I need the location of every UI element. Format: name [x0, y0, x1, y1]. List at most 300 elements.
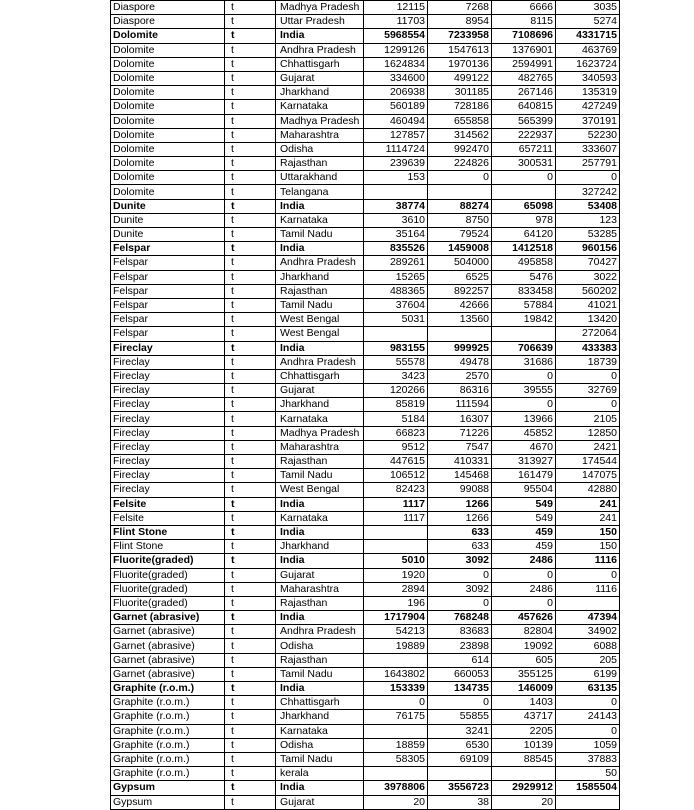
state-cell: Jharkhand — [276, 270, 364, 284]
value-cell-1: 239639 — [364, 157, 428, 171]
mineral-cell: Fireclay — [111, 355, 225, 369]
value-cell-4: 3022 — [556, 270, 620, 284]
table-row — [111, 611, 620, 625]
value-cell-3: 19092 — [492, 639, 556, 653]
value-cell-3: 0 — [492, 369, 556, 383]
state-cell: Jharkhand — [276, 398, 364, 412]
value-cell-1: 5184 — [364, 412, 428, 426]
value-cell-4: 47394 — [556, 611, 620, 625]
value-cell-2: 6530 — [428, 738, 492, 752]
unit-cell: t — [225, 525, 276, 539]
value-cell-4: 34902 — [556, 625, 620, 639]
value-cell-1: 120266 — [364, 384, 428, 398]
state-cell: Karnataka — [276, 724, 364, 738]
mineral-cell: Graphite (r.o.m.) — [111, 752, 225, 766]
mineral-cell: Garnet (abrasive) — [111, 639, 225, 653]
value-cell-3: 2594991 — [492, 57, 556, 71]
value-cell-1: 153339 — [364, 682, 428, 696]
value-cell-4: 1585504 — [556, 781, 620, 795]
value-cell-3: 495858 — [492, 256, 556, 270]
state-cell: Karnataka — [276, 100, 364, 114]
value-cell-1 — [364, 185, 428, 199]
state-cell: Tamil Nadu — [276, 667, 364, 681]
value-cell-3: 6666 — [492, 1, 556, 15]
value-cell-4: 2105 — [556, 412, 620, 426]
value-cell-3: 65098 — [492, 199, 556, 213]
value-cell-1: 1117 — [364, 511, 428, 525]
table-row — [111, 667, 620, 681]
state-cell: Rajasthan — [276, 284, 364, 298]
unit-cell: t — [225, 497, 276, 511]
value-cell-2: 314562 — [428, 128, 492, 142]
unit-cell: t — [225, 795, 276, 809]
mineral-cell: Garnet (abrasive) — [111, 653, 225, 667]
mineral-cell: Dunite — [111, 213, 225, 227]
mineral-cell: Garnet (abrasive) — [111, 625, 225, 639]
value-cell-1: 1114724 — [364, 142, 428, 156]
value-cell-1: 58305 — [364, 752, 428, 766]
unit-cell: t — [225, 369, 276, 383]
unit-cell: t — [225, 568, 276, 582]
value-cell-1: 82423 — [364, 483, 428, 497]
value-cell-3: 657211 — [492, 142, 556, 156]
state-cell: Rajasthan — [276, 596, 364, 610]
unit-cell: t — [225, 43, 276, 57]
state-cell: India — [276, 554, 364, 568]
value-cell-3: 1376901 — [492, 43, 556, 57]
value-cell-2: 3556723 — [428, 781, 492, 795]
value-cell-2: 499122 — [428, 71, 492, 85]
mineral-cell: Gypsum — [111, 781, 225, 795]
value-cell-4: 123 — [556, 213, 620, 227]
table-row — [111, 157, 620, 171]
value-cell-3: 457626 — [492, 611, 556, 625]
state-cell: Chhattisgarh — [276, 57, 364, 71]
value-cell-4: 0 — [556, 171, 620, 185]
value-cell-1: 334600 — [364, 71, 428, 85]
value-cell-3 — [492, 767, 556, 781]
table-row — [111, 100, 620, 114]
mineral-cell: Dolomite — [111, 86, 225, 100]
value-cell-4 — [556, 795, 620, 809]
mineral-cell: Felspar — [111, 313, 225, 327]
value-cell-2: 8954 — [428, 15, 492, 29]
value-cell-3: 355125 — [492, 667, 556, 681]
table-row — [111, 767, 620, 781]
value-cell-4: 0 — [556, 398, 620, 412]
value-cell-2: 504000 — [428, 256, 492, 270]
value-cell-1: 54213 — [364, 625, 428, 639]
value-cell-1: 106512 — [364, 469, 428, 483]
value-cell-3: 19842 — [492, 313, 556, 327]
state-cell: Chhattisgarh — [276, 369, 364, 383]
unit-cell: t — [225, 455, 276, 469]
state-cell: Gujarat — [276, 795, 364, 809]
table-row — [111, 313, 620, 327]
value-cell-2: 660053 — [428, 667, 492, 681]
table-row — [111, 228, 620, 242]
mineral-cell: Fluorite(graded) — [111, 582, 225, 596]
value-cell-2: 49478 — [428, 355, 492, 369]
unit-cell: t — [225, 213, 276, 227]
unit-cell: t — [225, 185, 276, 199]
state-cell: Madhya Pradesh — [276, 426, 364, 440]
unit-cell: t — [225, 199, 276, 213]
value-cell-1: 55578 — [364, 355, 428, 369]
unit-cell: t — [225, 142, 276, 156]
value-cell-4: 0 — [556, 568, 620, 582]
mineral-cell: Dolomite — [111, 43, 225, 57]
value-cell-2: 0 — [428, 696, 492, 710]
mineral-cell: Felsite — [111, 511, 225, 525]
mineral-cell: Dolomite — [111, 142, 225, 156]
mineral-cell: Dunite — [111, 199, 225, 213]
value-cell-2: 0 — [428, 171, 492, 185]
mineral-cell: Garnet (abrasive) — [111, 667, 225, 681]
value-cell-2 — [428, 185, 492, 199]
state-cell: Andhra Pradesh — [276, 256, 364, 270]
value-cell-3: 1412518 — [492, 242, 556, 256]
mineral-cell: Fluorite(graded) — [111, 568, 225, 582]
table-row — [111, 15, 620, 29]
value-cell-2: 1547613 — [428, 43, 492, 57]
value-cell-2: 83683 — [428, 625, 492, 639]
value-cell-1: 5031 — [364, 313, 428, 327]
state-cell: Chhattisgarh — [276, 696, 364, 710]
unit-cell: t — [225, 100, 276, 114]
state-cell: Jharkhand — [276, 86, 364, 100]
value-cell-2: 55855 — [428, 710, 492, 724]
value-cell-2: 633 — [428, 540, 492, 554]
table-row — [111, 1, 620, 15]
value-cell-4: 272064 — [556, 327, 620, 341]
mineral-cell: Dolomite — [111, 128, 225, 142]
unit-cell: t — [225, 511, 276, 525]
unit-cell: t — [225, 284, 276, 298]
unit-cell: t — [225, 71, 276, 85]
mineral-cell: Dolomite — [111, 185, 225, 199]
table-row — [111, 682, 620, 696]
value-cell-1: 20 — [364, 795, 428, 809]
value-cell-4: 37883 — [556, 752, 620, 766]
table-row — [111, 270, 620, 284]
value-cell-4: 4331715 — [556, 29, 620, 43]
value-cell-2: 69109 — [428, 752, 492, 766]
value-cell-4: 42880 — [556, 483, 620, 497]
value-cell-1: 5010 — [364, 554, 428, 568]
table-row — [111, 710, 620, 724]
value-cell-3: 482765 — [492, 71, 556, 85]
value-cell-4: 63135 — [556, 682, 620, 696]
table-row — [111, 525, 620, 539]
table-row — [111, 114, 620, 128]
value-cell-1: 66823 — [364, 426, 428, 440]
value-cell-4: 0 — [556, 724, 620, 738]
table-row — [111, 86, 620, 100]
value-cell-3: 95504 — [492, 483, 556, 497]
value-cell-1: 206938 — [364, 86, 428, 100]
value-cell-1: 1117 — [364, 497, 428, 511]
mineral-cell: Fireclay — [111, 412, 225, 426]
value-cell-2: 7547 — [428, 440, 492, 454]
value-cell-2: 999925 — [428, 341, 492, 355]
state-cell: West Bengal — [276, 327, 364, 341]
unit-cell: t — [225, 738, 276, 752]
value-cell-1: 1717904 — [364, 611, 428, 625]
value-cell-2: 633 — [428, 525, 492, 539]
mineral-cell: Fireclay — [111, 440, 225, 454]
mineral-cell: Graphite (r.o.m.) — [111, 696, 225, 710]
unit-cell: t — [225, 171, 276, 185]
table-row — [111, 369, 620, 383]
value-cell-4: 53285 — [556, 228, 620, 242]
value-cell-3: 833458 — [492, 284, 556, 298]
unit-cell: t — [225, 15, 276, 29]
table-row — [111, 412, 620, 426]
mineral-cell: Flint Stone — [111, 540, 225, 554]
value-cell-3: 31686 — [492, 355, 556, 369]
unit-cell: t — [225, 696, 276, 710]
value-cell-4: 0 — [556, 369, 620, 383]
value-cell-3: 2929912 — [492, 781, 556, 795]
value-cell-1: 15265 — [364, 270, 428, 284]
state-cell: Gujarat — [276, 71, 364, 85]
mineral-cell: Graphite (r.o.m.) — [111, 682, 225, 696]
unit-cell: t — [225, 554, 276, 568]
state-cell: Madhya Pradesh — [276, 1, 364, 15]
unit-cell: t — [225, 384, 276, 398]
unit-cell: t — [225, 157, 276, 171]
table-row — [111, 625, 620, 639]
state-cell: Andhra Pradesh — [276, 355, 364, 369]
state-cell: Telangana — [276, 185, 364, 199]
value-cell-4: 150 — [556, 525, 620, 539]
value-cell-1: 460494 — [364, 114, 428, 128]
unit-cell: t — [225, 1, 276, 15]
value-cell-1: 19889 — [364, 639, 428, 653]
table-row — [111, 653, 620, 667]
state-cell: Maharashtra — [276, 440, 364, 454]
table-row — [111, 781, 620, 795]
state-cell: Tamil Nadu — [276, 752, 364, 766]
value-cell-3: 0 — [492, 596, 556, 610]
table-row — [111, 497, 620, 511]
value-cell-3: 43717 — [492, 710, 556, 724]
value-cell-1 — [364, 327, 428, 341]
table-row — [111, 398, 620, 412]
value-cell-3: 549 — [492, 511, 556, 525]
value-cell-1 — [364, 767, 428, 781]
unit-cell: t — [225, 228, 276, 242]
unit-cell: t — [225, 355, 276, 369]
value-cell-1: 9512 — [364, 440, 428, 454]
table-row — [111, 71, 620, 85]
value-cell-2: 13560 — [428, 313, 492, 327]
value-cell-4: 52230 — [556, 128, 620, 142]
value-cell-4: 960156 — [556, 242, 620, 256]
unit-cell: t — [225, 29, 276, 43]
value-cell-1: 196 — [364, 596, 428, 610]
value-cell-4: 174544 — [556, 455, 620, 469]
value-cell-4: 1623724 — [556, 57, 620, 71]
state-cell: Maharashtra — [276, 128, 364, 142]
mineral-cell: Fireclay — [111, 384, 225, 398]
value-cell-1: 85819 — [364, 398, 428, 412]
value-cell-3: 161479 — [492, 469, 556, 483]
value-cell-4: 1116 — [556, 582, 620, 596]
value-cell-3: 1403 — [492, 696, 556, 710]
unit-cell: t — [225, 398, 276, 412]
value-cell-2: 301185 — [428, 86, 492, 100]
table-row — [111, 284, 620, 298]
value-cell-4: 1116 — [556, 554, 620, 568]
state-cell: Andhra Pradesh — [276, 625, 364, 639]
table-row — [111, 341, 620, 355]
value-cell-3: 45852 — [492, 426, 556, 440]
value-cell-1: 153 — [364, 171, 428, 185]
table-row — [111, 696, 620, 710]
value-cell-2: 1266 — [428, 497, 492, 511]
mineral-cell: Felspar — [111, 270, 225, 284]
value-cell-1: 1920 — [364, 568, 428, 582]
table-row — [111, 185, 620, 199]
state-cell: India — [276, 497, 364, 511]
table-row — [111, 128, 620, 142]
value-cell-2: 38 — [428, 795, 492, 809]
value-cell-3: 88545 — [492, 752, 556, 766]
value-cell-3: 549 — [492, 497, 556, 511]
value-cell-1: 18859 — [364, 738, 428, 752]
mineral-cell: Dolomite — [111, 157, 225, 171]
value-cell-2: 614 — [428, 653, 492, 667]
value-cell-3: 20 — [492, 795, 556, 809]
mineral-cell: Fireclay — [111, 469, 225, 483]
unit-cell: t — [225, 483, 276, 497]
state-cell: Tamil Nadu — [276, 228, 364, 242]
value-cell-1: 560189 — [364, 100, 428, 114]
value-cell-4: 147075 — [556, 469, 620, 483]
mineral-cell: Fireclay — [111, 426, 225, 440]
value-cell-3: 267146 — [492, 86, 556, 100]
value-cell-1: 127857 — [364, 128, 428, 142]
unit-cell: t — [225, 242, 276, 256]
table-row — [111, 256, 620, 270]
value-cell-2: 892257 — [428, 284, 492, 298]
value-cell-4: 18739 — [556, 355, 620, 369]
value-cell-1: 1624834 — [364, 57, 428, 71]
table-row — [111, 795, 620, 809]
mineral-cell: Felspar — [111, 327, 225, 341]
state-cell: Jharkhand — [276, 710, 364, 724]
value-cell-3: 565399 — [492, 114, 556, 128]
value-cell-1: 5968554 — [364, 29, 428, 43]
value-cell-2: 768248 — [428, 611, 492, 625]
value-cell-3: 5476 — [492, 270, 556, 284]
unit-cell: t — [225, 582, 276, 596]
value-cell-1: 35164 — [364, 228, 428, 242]
value-cell-2: 145468 — [428, 469, 492, 483]
unit-cell: t — [225, 710, 276, 724]
mineral-cell: Fireclay — [111, 455, 225, 469]
value-cell-2: 992470 — [428, 142, 492, 156]
value-cell-4: 427249 — [556, 100, 620, 114]
value-cell-2: 1970136 — [428, 57, 492, 71]
value-cell-2 — [428, 327, 492, 341]
value-cell-4: 333607 — [556, 142, 620, 156]
table-row — [111, 582, 620, 596]
value-cell-3: 2205 — [492, 724, 556, 738]
mineral-cell: Felspar — [111, 256, 225, 270]
value-cell-4: 241 — [556, 497, 620, 511]
value-cell-4 — [556, 596, 620, 610]
value-cell-3: 0 — [492, 568, 556, 582]
mineral-cell: Flint Stone — [111, 525, 225, 539]
value-cell-2: 0 — [428, 568, 492, 582]
state-cell: Odisha — [276, 142, 364, 156]
mineral-cell: Gypsum — [111, 795, 225, 809]
state-cell: India — [276, 525, 364, 539]
mineral-cell: Dolomite — [111, 100, 225, 114]
mineral-cell: Graphite (r.o.m.) — [111, 767, 225, 781]
value-cell-3: 605 — [492, 653, 556, 667]
value-cell-4: 32769 — [556, 384, 620, 398]
value-cell-1 — [364, 525, 428, 539]
state-cell: Rajasthan — [276, 455, 364, 469]
table-row — [111, 213, 620, 227]
value-cell-1: 76175 — [364, 710, 428, 724]
unit-cell: t — [225, 781, 276, 795]
state-cell: India — [276, 781, 364, 795]
value-cell-3 — [492, 327, 556, 341]
state-cell: Gujarat — [276, 568, 364, 582]
value-cell-2: 42666 — [428, 298, 492, 312]
value-cell-2: 16307 — [428, 412, 492, 426]
value-cell-3: 7108696 — [492, 29, 556, 43]
state-cell: Tamil Nadu — [276, 298, 364, 312]
state-cell: Karnataka — [276, 213, 364, 227]
state-cell: West Bengal — [276, 483, 364, 497]
value-cell-3: 13966 — [492, 412, 556, 426]
table-row — [111, 511, 620, 525]
value-cell-3: 640815 — [492, 100, 556, 114]
value-cell-2: 88274 — [428, 199, 492, 213]
table-row — [111, 540, 620, 554]
value-cell-2: 7233958 — [428, 29, 492, 43]
value-cell-2: 1266 — [428, 511, 492, 525]
table-row — [111, 29, 620, 43]
table-row — [111, 298, 620, 312]
value-cell-4: 241 — [556, 511, 620, 525]
value-cell-4: 463769 — [556, 43, 620, 57]
value-cell-3 — [492, 185, 556, 199]
value-cell-4: 6088 — [556, 639, 620, 653]
unit-cell: t — [225, 298, 276, 312]
mineral-cell: Dolomite — [111, 71, 225, 85]
table-row — [111, 469, 620, 483]
unit-cell: t — [225, 611, 276, 625]
state-cell: Odisha — [276, 639, 364, 653]
unit-cell: t — [225, 86, 276, 100]
table-row — [111, 426, 620, 440]
table-row — [111, 327, 620, 341]
value-cell-1: 0 — [364, 696, 428, 710]
mineral-cell: Felsite — [111, 497, 225, 511]
state-cell: India — [276, 29, 364, 43]
state-cell: Odisha — [276, 738, 364, 752]
value-cell-1: 3610 — [364, 213, 428, 227]
mineral-cell: Fluorite(graded) — [111, 596, 225, 610]
mineral-cell: Felspar — [111, 298, 225, 312]
